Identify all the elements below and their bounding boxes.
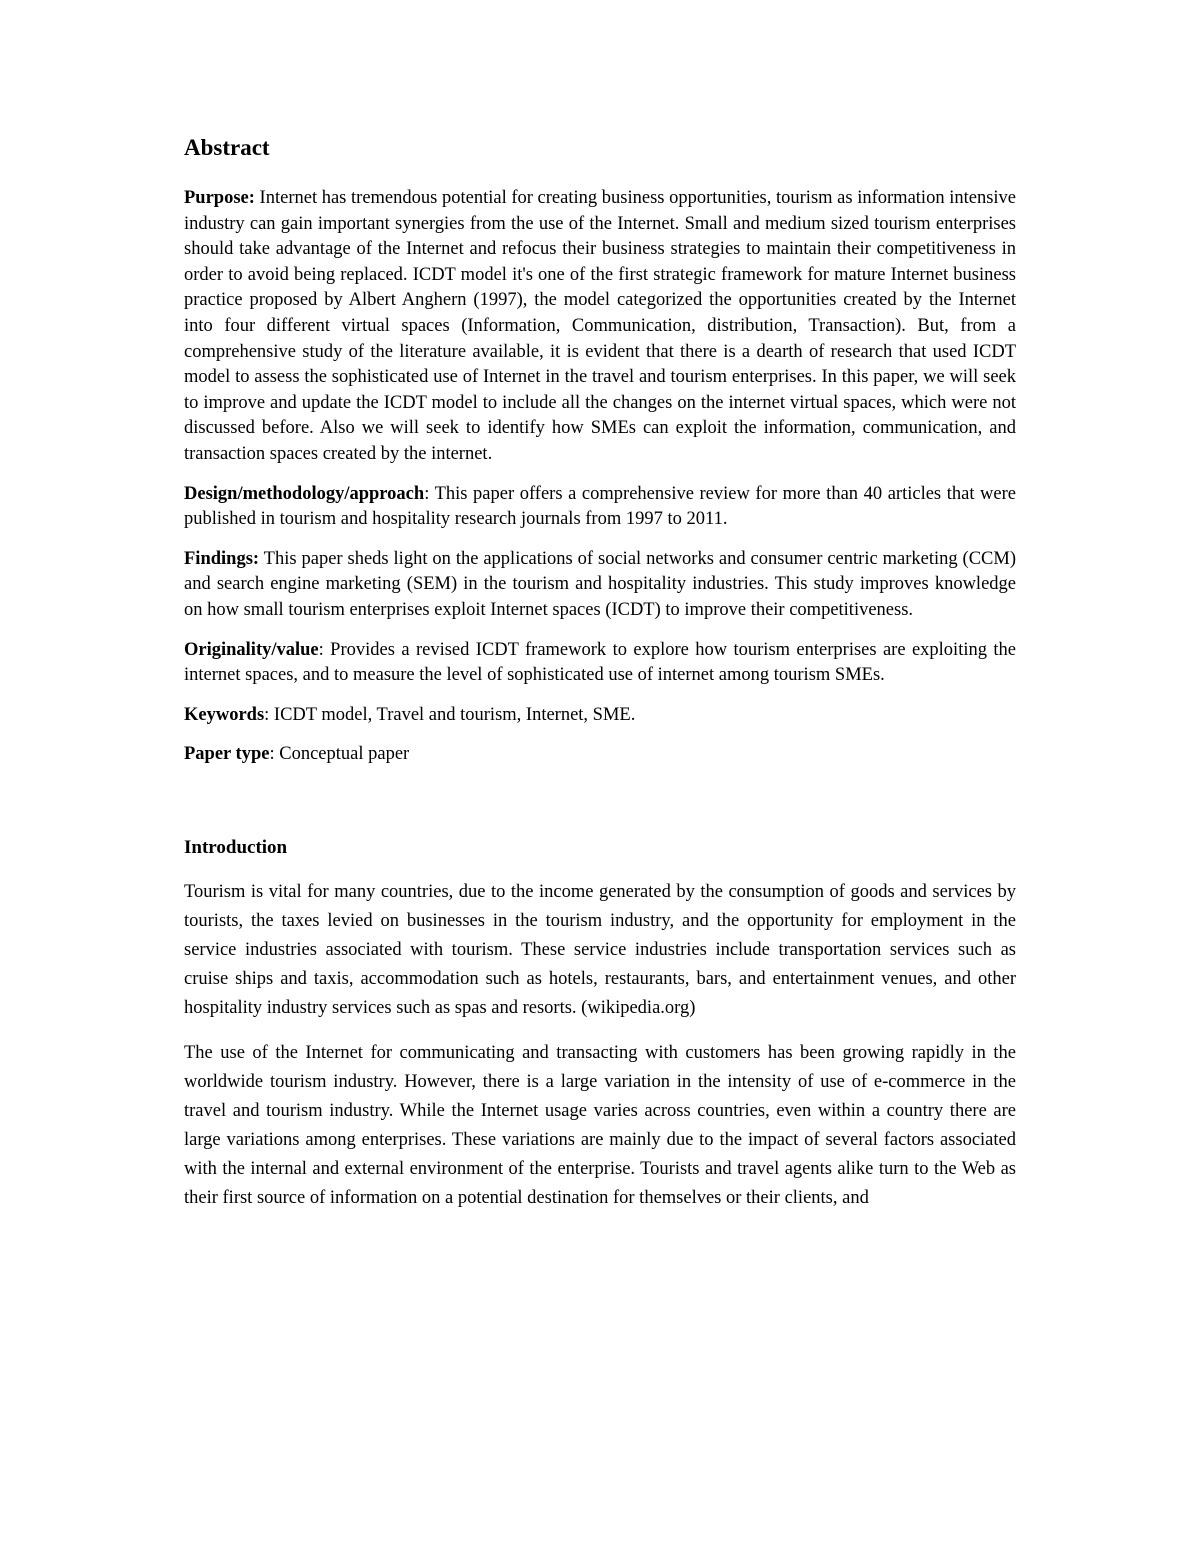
abstract-findings-text: This paper sheds light on the applications of social networks and consumer centric marketing (CCM) and search engine marketing (SEM) in the tourism and hospitality industries. This study improves knowledge on how small tourism enterprises exploit Internet spaces (ICDT) to improve their competitiveness. (184, 548, 1016, 620)
abstract-keywords (184, 703, 1016, 729)
abstract-design-label: Design/methodology/approach (184, 483, 425, 504)
section-spacer (184, 782, 1016, 834)
introduction-paragraph-2: The use of the Internet for communicating and transacting with customers has been growing rapidly in the worldwide tourism industry. However, there is a large variation in the intensity of use of e-commerce in the travel and tourism industry. While the Internet usage varies across countries, even within a country there are large variations among enterprises. These variations are mainly due to the impact of several factors associated with the internal and external environment of the enterprise. Tourists and travel agents alike turn to the Web as their first source of information on a potential destination for themselves or their clients, and (184, 1043, 1016, 1208)
introduction-paragraph-1: Tourism is vital for many countries, due to the income generated by the consumption of goods and services by tourists, the taxes levied on businesses in the tourism industry, and the opportunity for employment in the service industries associated with tourism. These service industries include transportation services such as cruise ships and taxis, accommodation such as hotels, restaurants, bars, and entertainment venues, and other hospitality industry services such as spas and resorts. (wikipedia.org) (184, 881, 1016, 1018)
abstract-heading: Abstract (184, 135, 270, 160)
abstract-findings-label: Findings: (184, 548, 260, 569)
abstract-paper-type-label: Paper type (184, 744, 270, 765)
abstract-findings (184, 547, 1016, 624)
abstract-design-text: : This paper offers a comprehensive review for more than 40 articles that were published in tourism and hospitality research journals from 1997 to 2011. (184, 483, 1016, 530)
abstract-paper-type (184, 742, 1016, 768)
abstract-originality-text: : Provides a revised ICDT framework to explore how tourism enterprises are exploiting the internet spaces, and to measure the level of sophisticated use of internet among tourism SMEs. (184, 639, 1016, 686)
abstract-originality-label: Originality/value (184, 639, 319, 660)
abstract-purpose (184, 186, 1016, 468)
abstract-keywords-label: Keywords (184, 704, 265, 725)
abstract-purpose-label: Purpose: (184, 188, 255, 208)
introduction-heading: Introduction (184, 836, 288, 858)
abstract-originality (184, 638, 1016, 689)
abstract-purpose-text: Internet has tremendous potential for creating business opportunities, tourism as information intensive industry can gain important synergies from the use of the Internet. Small and medium sized tourism enterprises should take advantage of the Internet and refocus their business strategies to maintain their competitiveness in order to avoid being replaced. ICDT model it's one of the first strategic framework for mature Internet business practice proposed by Albert Anghern (1997), the model categorized the opportunities created by the Internet into four different virtual spaces (Information, Communication, distribution, Transaction). But, from a comprehensive study of the literature available, it is evident that there is a dearth of research that used ICDT model to assess the sophisticated use of Internet in the travel and tourism enterprises. In this paper, we will seek to improve and update the ICDT model to include all the changes on the internet virtual spaces, which were not discussed before. Also we will seek to identify how SMEs can exploit the information, communication, and transaction spaces created by the internet. (184, 188, 1016, 464)
abstract-paper-type-text: : Conceptual paper (269, 744, 410, 765)
abstract-keywords-text: : ICDT model, Travel and tourism, Internet, SME. (264, 704, 636, 725)
abstract-design (184, 482, 1016, 533)
document-page (184, 132, 1016, 1230)
